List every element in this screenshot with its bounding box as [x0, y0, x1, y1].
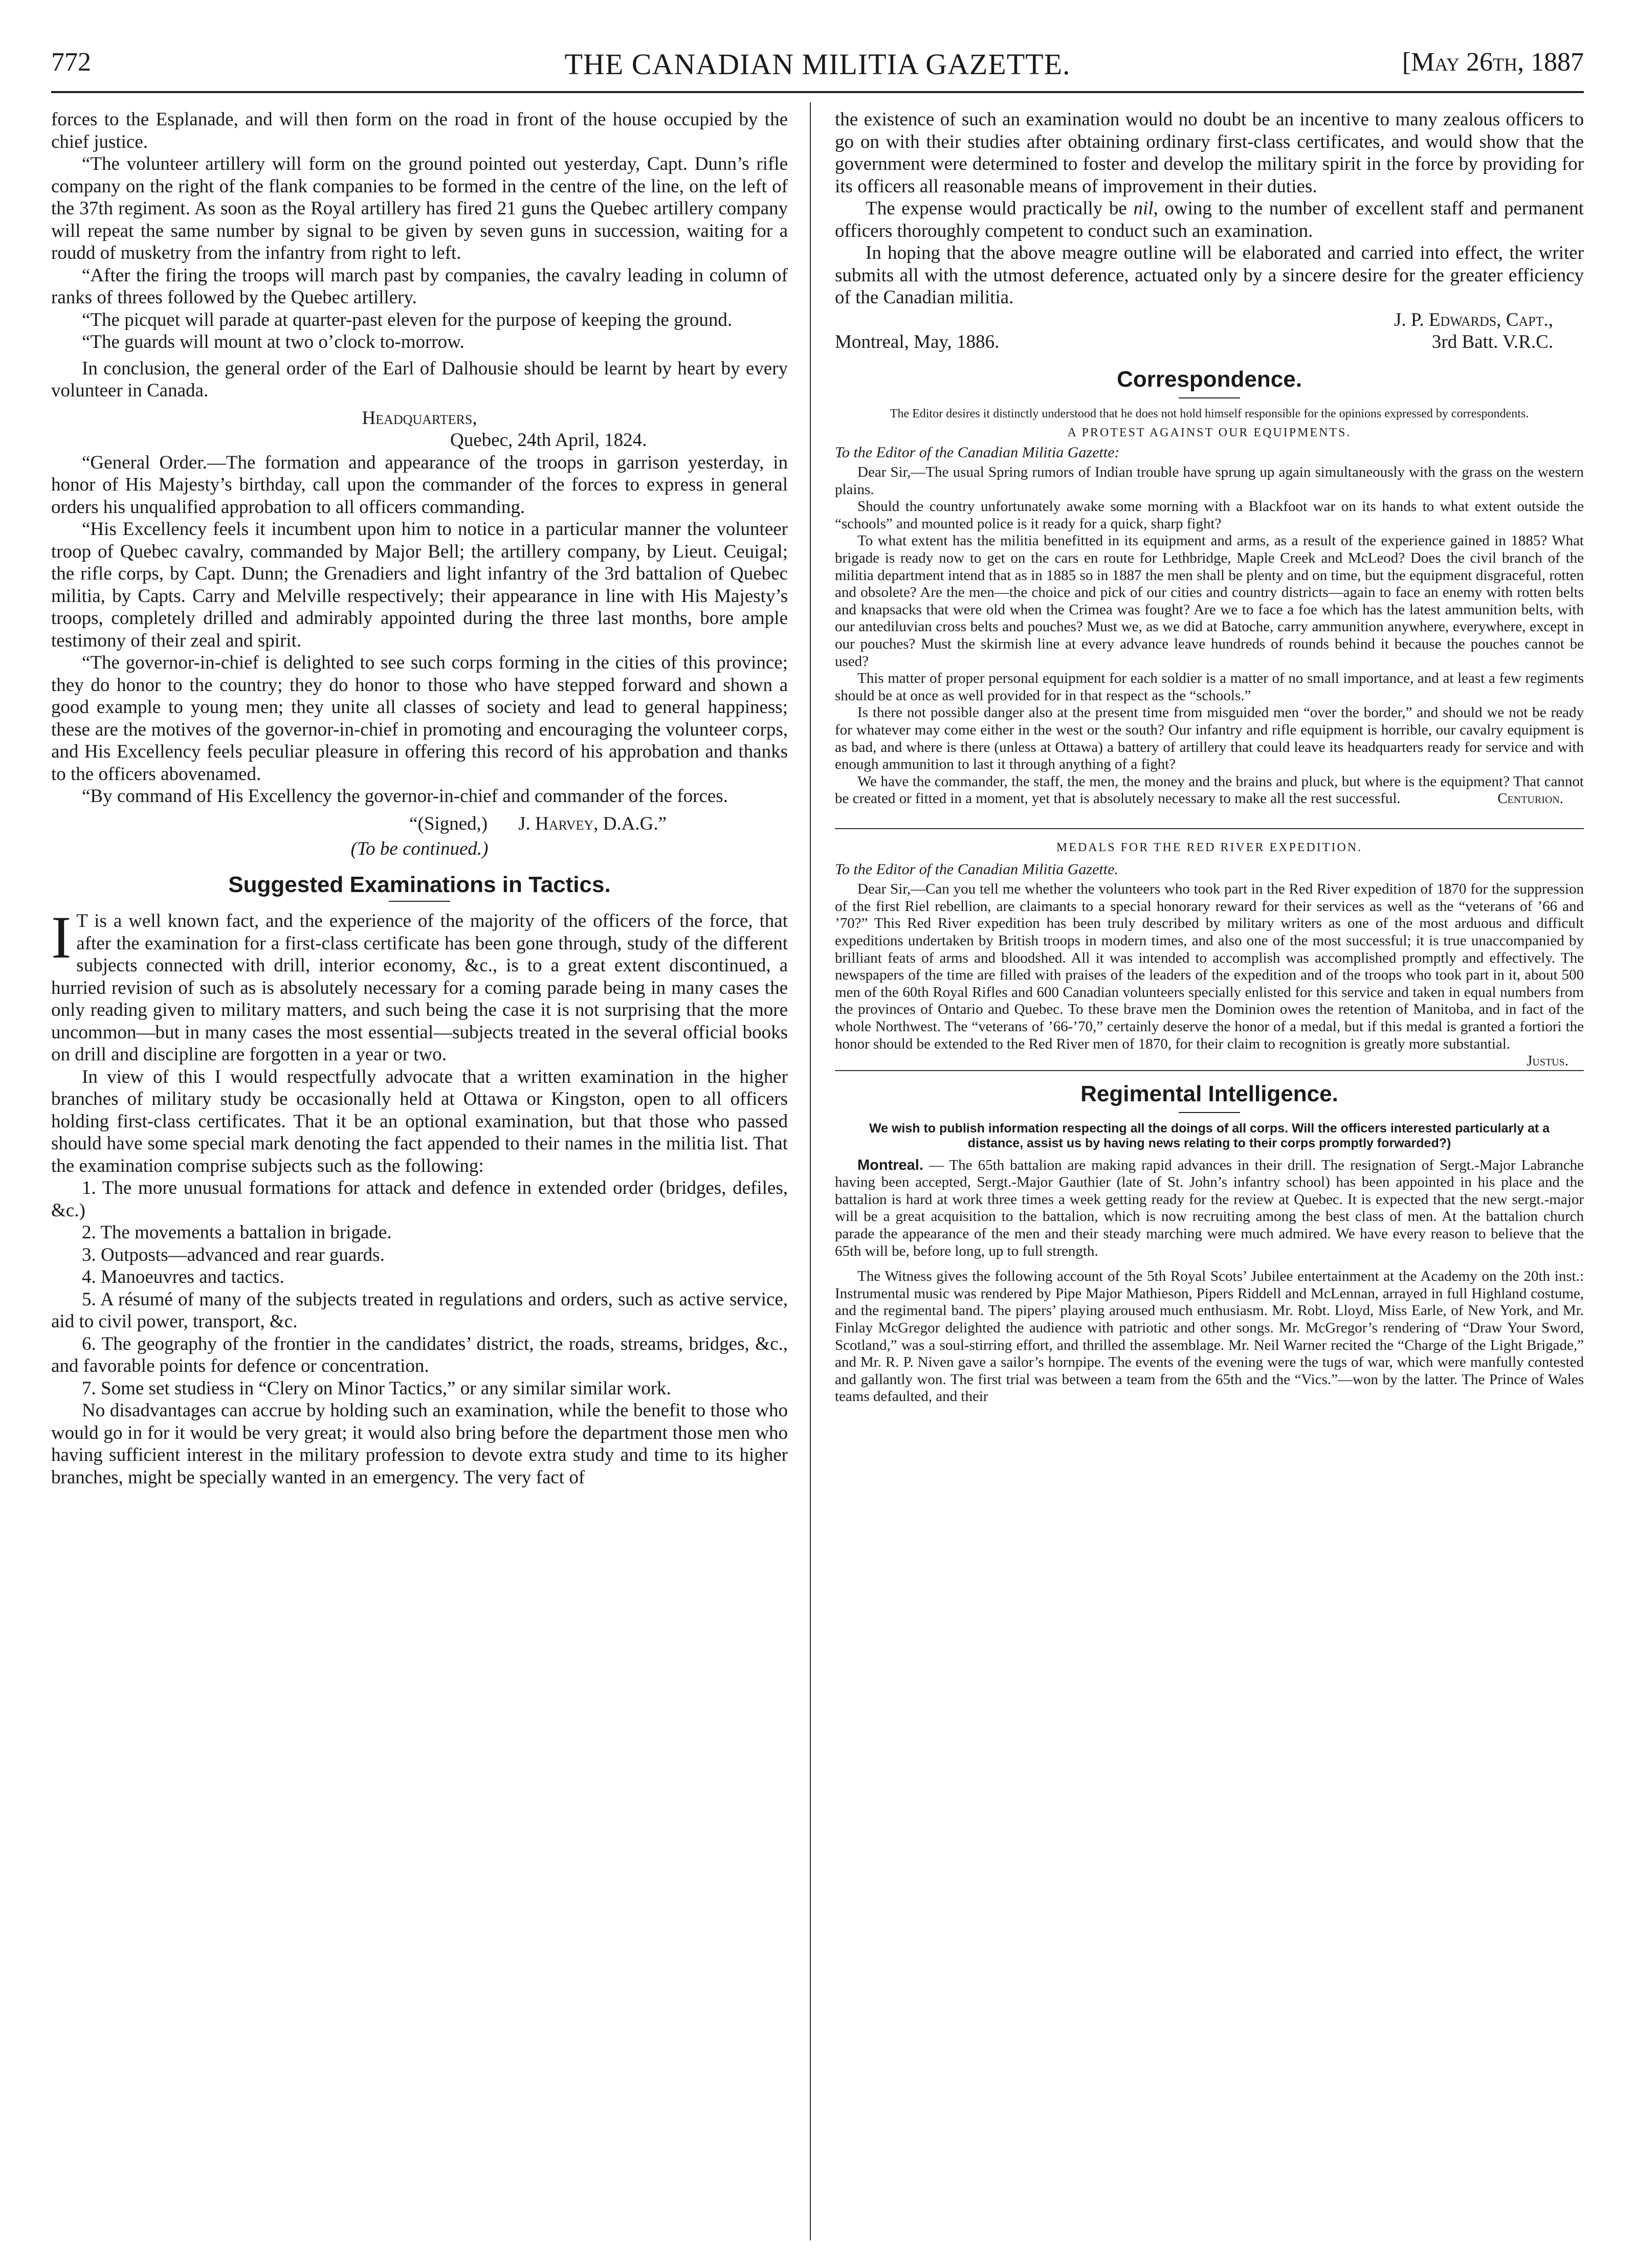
list-item: 7. Some set studiess in “Clery on Minor Tactics,” or any similar similar work.: [82, 1377, 671, 1399]
paragraph: In conclusion, the general order of the Earl of Dalhousie should be learnt by heart by every volunteer in Canada.: [51, 358, 788, 401]
paragraph: The expense would practically be nil, owing to the number of excellent staff and permanent officers thoroughly competent to conduct such an examination.: [835, 198, 1584, 241]
paragraph: This matter of proper personal equipment for each soldier is a matter of no small importance, and at least a few regiments should be at once as well provided for in that respect as the “schools.”: [835, 670, 1584, 704]
paragraph: In view of this I would respectfully advocate that a written examination in the higher branches of military study be occasionally held at Ottawa or Kingston, open to all officers holding first-class certificates. That it be an optional examination, but that those who passed should have some special mark denoting the fact appended to their names in the militia list. That the examination comprise subjects such as the following:: [51, 1066, 788, 1176]
paragraph: Dear Sir,—The usual Spring rumors of Indian trouble have sprung up again simultaneously with the grass on the western plains.: [835, 464, 1584, 498]
paragraph: Dear Sir,—Can you tell me whether the volunteers who took part in the Red River expedition of 1870 for the suppression of the first Riel rebellion, are claimants to a special honorary reward for their services as well as the “veterans of ’66 and ’70?” This Red River expedition has been truly described by military writers as one of the most arduous and difficult expeditions undertaken by British troops in modern times, and also one of the most successful; it is true unaccompanied by brilliant feats of arms and bloodshed. All it was intended to accomplish was accomplished promptly and effectively. The newspapers of the time are filled with praises of the leaders of the expedition and of the troops who took part in it, about 500 men of the 60th Royal Rifles and 600 Canadian volunteers specially enlisted for this service and taken in equal numbers from the provinces of Ontario and Quebec. To these brave men the Dominion owes the retention of Manitoba, and in fact of the whole Northwest. The “veterans of ’66-’70,” certainly deserve the honor of a medal, but if this medal is granted a fortiori the honor should be extended to the Red River men of 1870, for their claim to recognition is greatly more substantial. Justus.: [835, 881, 1584, 1070]
paragraph: the existence of such an examination would no doubt be an incentive to many zealous officers to go on with their studies after obtaining ordinary first-class certificates, and would show that the government were determined to foster and develop the military spirit in the force by providing for its officers all reasonable means of improvement in their duties.: [835, 109, 1584, 197]
section-rule: [835, 828, 1584, 829]
issue-date: [May 26th, 1887: [1402, 48, 1584, 77]
list-item: 1. The more unusual formations for attack and defence in extended order (bridges, defiles, &c.): [51, 1177, 788, 1221]
heading-rule: [389, 901, 450, 902]
paragraph: forces to the Esplanade, and will then form on the road in front of the house occupied by the chief justice.: [51, 109, 788, 152]
paragraph: “The governor-in-chief is delighted to see such corps forming in the cities of this province; they do honor to the country; they do honor to those who have stepped forward and shown a good example to young men; they unite all classes of society and lead to general happiness; these are the motives of the governor-in-chief in promoting and encouraging the volunteer corps, and His Excellency feels peculiar pleasure in offering this record of his approbation and thanks to the officers abovenamed.: [51, 652, 788, 785]
section-heading-examinations: Suggested Examinations in Tactics.: [228, 872, 611, 897]
paragraph: “His Excellency feels it incumbent upon him to notice in a particular manner the volunteer troop of Quebec cavalry, commanded by Major Bell; the artillery company, by Lieut. Ceuigal; the rifle corps, by Capt. Dunn; the Grenadiers and light infantry of the 3rd battalion of Quebec militia, by Capts. Carry and Melville respectively; their appearance in line with His Majesty’s troops, completely drilled and admirably appointed during the three last months, bore ample testimony of their zeal and spirit.: [51, 519, 788, 651]
letter-heading-medals: MEDALS FOR THE RED RIVER EXPEDITION.: [1056, 840, 1363, 854]
paragraph: To what extent has the militia benefitted in its equipment and arms, as a result of the experience gained in 1885? What brigade is ready now to get on the cars en route for Lethbridge, Maple Creek and McLeod? Does the civil branch of the militia department intend that as in 1885 so in 1887 the men shall be plenty and on time, but the equipment disgraceful, rotten and obsolete? Are the men—the choice and pick of our cities and country districts—again to face an enemy with rotten belts and knapsacks that were old when the Crimea was fought? Are we to face a foe which has the latest ammunition belts, with our antediluvian cross belts and pouches? Must we, as we did at Batoche, carry ammunition anywhere, everywhere, except in our pouches? Must the skirmish line at every advance leave hundreds of rounds behind it because the pouches cannot be used?: [835, 532, 1584, 670]
paragraph: We have the commander, the staff, the men, the money and the brains and pluck, but where is the equipment? That cannot be created or fitted in a moment, yet that is absolutely necessary to make all the rest successful. Centurion.: [835, 773, 1584, 807]
signature-unit: 3rd Batt. V.R.C.: [1431, 331, 1553, 352]
place-lead: Montreal.: [857, 1157, 923, 1173]
regimental-note: We wish to publish information respecting all the doings of all corps. Will the officers interested particularly at a distance, assist us by having news relating to their corps promptly forwarded?): [869, 1121, 1550, 1150]
page-number: 772: [51, 48, 91, 77]
signature-place: Montreal, May, 1886.: [835, 331, 1000, 352]
list-item: 3. Outposts—advanced and rear guards.: [82, 1244, 385, 1265]
page-header: [51, 47, 1584, 88]
paragraph: In hoping that the above meagre outline will be elaborated and carried into effect, the writer submits all with the utmost deference, actuated only by a sincere desire for the greater efficiency of the Canadian militia.: [835, 242, 1584, 308]
letter-heading-protest: A PROTEST AGAINST OUR EQUIPMENTS.: [1067, 426, 1352, 439]
signed-label: “(Signed,): [409, 813, 488, 834]
letter-signature: Centurion.: [1497, 790, 1563, 807]
heading-rule: [1179, 1112, 1240, 1113]
paragraph: The Witness gives the following account of the 5th Royal Scots’ Jubilee entertainment at the Academy on the 20th inst.: Instrumental music was rendered by Pipe Major Mathieson, Pipers Riddell and McLennan, arrayed in full Highland costume, and the regimental band. The pipers’ playing aroused much enthusiasm. Mr. Robt. Lloyd, Miss Earle, of New York, and Mr. Finlay McGregor delighted the audience with patriotic and other songs. Mr. McGregor’s rendering of “Draw Your Sword, Scotland,” was a soul-stirring effort, and thrilled the assemblage. Mr. Neil Warner recited the “Charge of the Light Brigade,” and Mr. R. P. Niven gave a sailor’s hornpipe. The events of the evening were the tugs of war, which were manfully contested and gallantly won. The first trial was between a team from the 65th and the “Vics.”—won by the latter. The Prince of Wales teams defaulted, and their: [835, 1268, 1584, 1405]
signature-name: J. P. Edwards, Capt.,: [1394, 309, 1553, 330]
list-item: 6. The geography of the frontier in the candidates’ district, the roads, streams, bridges, &c., and favorable points for defence or concentration.: [51, 1333, 788, 1376]
drop-cap: I: [51, 904, 72, 971]
letter-salutation: To the Editor of the Canadian Militia Gazette:: [835, 443, 1120, 461]
signer-name: J. Harvey, D.A.G.”: [518, 813, 667, 834]
paragraph: “The picquet will parade at quarter-past eleven for the purpose of keeping the ground.: [82, 309, 733, 330]
list-item: 4. Manoeuvres and tactics.: [82, 1266, 284, 1287]
paragraph: “The volunteer artillery will form on the ground pointed out yesterday, Capt. Dunn’s rifle company on the right of the flank companies to be formed in the centre of the line, on the left of the 37th regiment. As soon as the Royal artillery has fired 21 guns the Quebec artillery company will repeat the same number by signal to be given by seven guns in succession, waiting for a roudd of musketry from the infantry from right to left.: [51, 153, 788, 263]
headquarters-line: Headquarters,: [362, 407, 477, 429]
signature-block: [835, 331, 1584, 353]
paragraph: Is there not possible danger also at the present time from misguided men “over the border,” and should we not be ready for whatever may come either in the west or the south? Our infantry and rifle equipment is horrible, our cavalry equipment is as bad, and where is there (unless at Ottawa) a battery of artillery that could leave its headquarters ready for service and with enough ammunition to last it through anything of a fight?: [835, 704, 1584, 773]
heading-rule: [1179, 397, 1240, 398]
letter-salutation: To the Editor of the Canadian Militia Gazette.: [835, 860, 1118, 878]
right-column: [835, 108, 1584, 2231]
paragraph: Montreal. — The 65th battalion are making rapid advances in their drill. The resignation of Sergt.-Major Labranche having been accepted, Sergt.-Major Gauthier (late of St. John’s infantry school) has been appointed in his place and the battalion is hard at work three times a week getting ready for the review at Quebec. It is expected that the new sergt.-major will be a great acquisition to the battalion, which is now recruiting among the best class of men. At the battalion church parade the appearance of the men and their steady marching were much admired. We have every reason to believe that the 65th will be, before long, up to full strength.: [835, 1157, 1584, 1259]
continued-note: (To be continued.): [350, 838, 489, 859]
paragraph-lead: I T is a well known fact, and the experience of the majority of the officers of the force, that after the examination for a first-class certificate has been gone through, study of the different subjects connected with drill, interior economy, &c., is to a great extent discontinued, a hurried revision of such as is absolutely necessary for a coming parade being in many cases the only reading given to military matters, and such being the case it is not surprising that the more uncommon—but in many cases the most essential—subjects treated in the several official books on drill and discipline are forgotten in a year or two.: [51, 904, 788, 1065]
headquarters-date: Quebec, 24th April, 1824.: [450, 430, 647, 451]
list-item: 5. A résumé of many of the subjects treated in regulations and orders, such as active service, aid to civil power, transport, &c.: [51, 1288, 788, 1332]
letter-signature: Justus.: [1527, 1053, 1568, 1070]
paragraph: “After the firing the troops will march past by companies, the cavalry leading in column of ranks of threes followed by the Quebec artillery.: [51, 264, 788, 308]
list-item: 2. The movements a battalion in brigade.: [82, 1222, 392, 1243]
section-heading-correspondence: Correspondence.: [1117, 366, 1302, 392]
signature-block: [51, 813, 788, 835]
paragraph: Should the country unfortunately awake some morning with a Blackfoot war on its hands to what extent outside the “schools” and mounted police is it ready for a quick, sharp fight?: [835, 498, 1584, 532]
section-rule: [835, 1070, 1584, 1071]
left-column: [51, 108, 788, 2231]
paragraph: “The guards will mount at two o’clock to-morrow.: [82, 331, 465, 352]
paragraph: “General Order.—The formation and appearance of the troops in garrison yesterday, in honor of His Majesty’s birthday, call upon the commander of the forces to express in general orders his unqualified approbation to all officers commanding.: [51, 452, 788, 518]
section-heading-regimental: Regimental Intelligence.: [1080, 1081, 1338, 1106]
editor-disclaimer: The Editor desires it distinctly understood that he does not hold himself responsible for the opinions expressed by correspondents.: [890, 407, 1529, 420]
header-rule: [51, 91, 1584, 93]
paragraph: No disadvantages can accrue by holding such an examination, while the benefit to those who would go in for it would be very great; it would also bring before the department those men who having sufficient interest in the military profession to devote extra study and time to its higher branches, might be specially wanted in an emergency. The very fact of: [51, 1400, 788, 1488]
masthead-title: THE CANADIAN MILITIA GAZETTE.: [564, 48, 1071, 81]
paragraph: “By command of His Excellency the governor-in-chief and commander of the forces.: [82, 786, 728, 807]
column-divider: [810, 102, 811, 2240]
